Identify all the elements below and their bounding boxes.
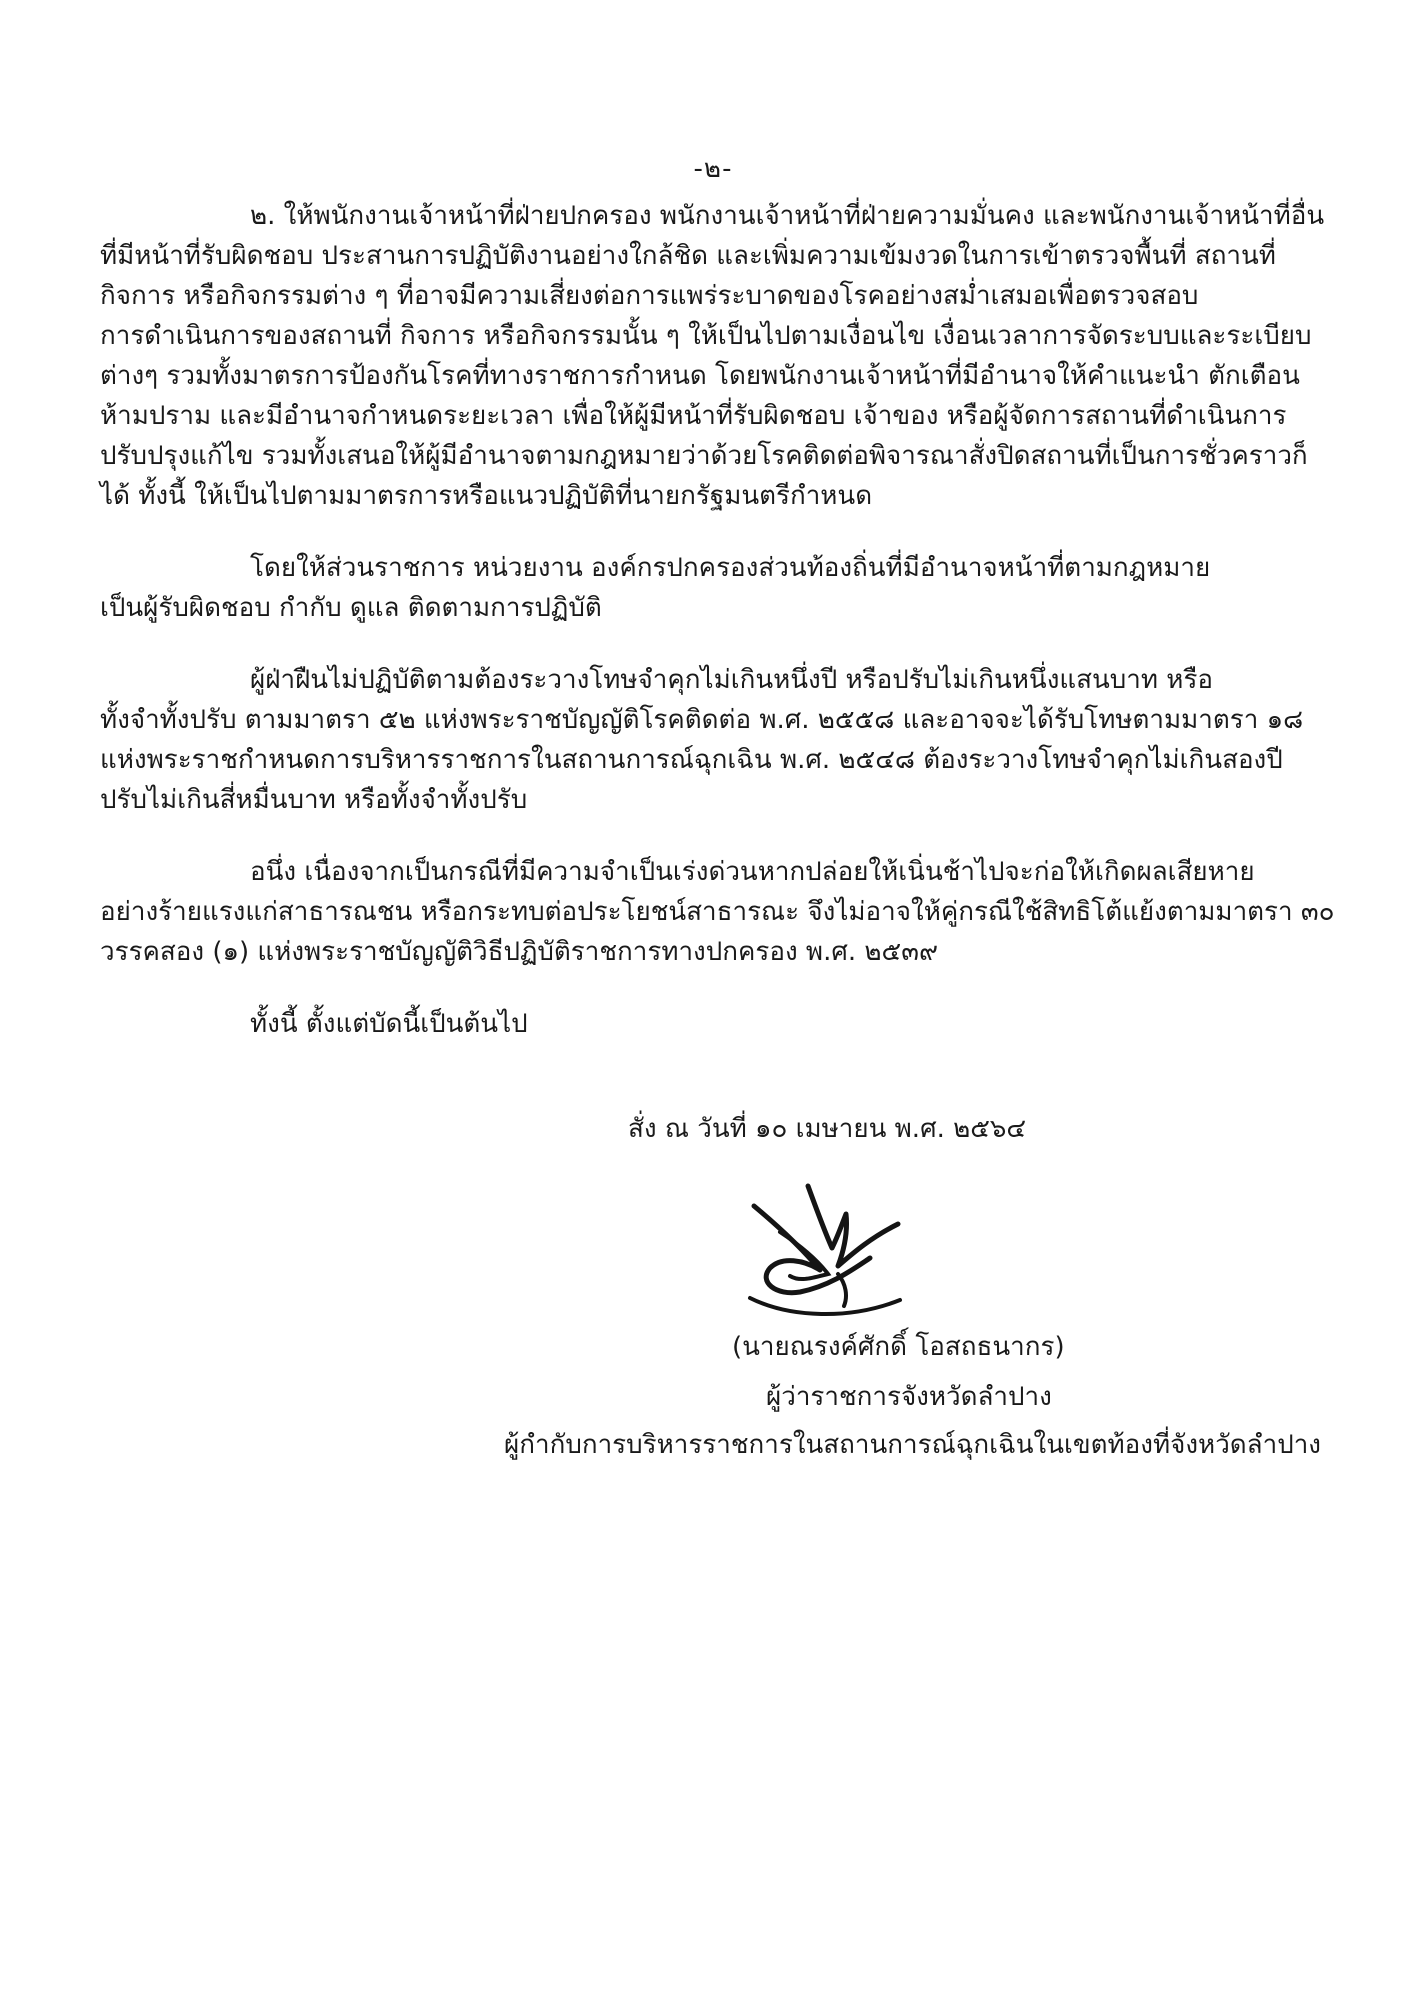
text-line: วรรคสอง (๑) แห่งพระราชบัญญัติวิธีปฏิบัติราชการทางปกครอง พ.ศ. ๒๕๓๙ [100, 937, 939, 967]
text-line: ต่างๆ รวมทั้งมาตรการป้องกันโรคที่ทางราชการกำหนด โดยพนักงานเจ้าหน้าที่มีอำนาจให้คำแนะนำ ตักเตือน [100, 361, 1300, 391]
page-number: -๒- [693, 154, 733, 184]
paragraph-effective [100, 1004, 1330, 1044]
paragraph-responsible-agencies [100, 548, 1330, 628]
text-line: ทั้งนี้ ตั้งแต่บัดนี้เป็นต้นไป [250, 1009, 528, 1039]
signer-title: ผู้ว่าราชการจังหวัดลำปาง [766, 1382, 1052, 1412]
text-line: ปรับไม่เกินสี่หมื่นบาท หรือทั้งจำทั้งปรับ [100, 785, 528, 815]
paragraph-penalties [100, 660, 1330, 820]
signer-name: (นายณรงค์ศักดิ์ โอสถธนากร) [732, 1332, 1065, 1362]
text-line: อย่างร้ายแรงแก่สาธารณชน หรือกระทบต่อประโยชน์สาธารณะ จึงไม่อาจให้คู่กรณีใช้สิทธิโต้แย้งตามมาตรา ๓๐ [100, 897, 1335, 927]
text-line: เป็นผู้รับผิดชอบ กำกับ ดูแล ติดตามการปฏิบัติ [100, 593, 602, 623]
text-line: แห่งพระราชกำหนดการบริหารราชการในสถานการณ์ฉุกเฉิน พ.ศ. ๒๕๔๘ ต้องระวางโทษจำคุกไม่เกินสองปี [100, 745, 1283, 775]
text-line: ทั้งจำทั้งปรับ ตามมาตรา ๕๒ แห่งพระราชบัญญัติโรคติดต่อ พ.ศ. ๒๕๕๘ และอาจจะได้รับโทษตามมาตรา ๑๘ [100, 705, 1304, 735]
text-line: ปรับปรุงแก้ไข รวมทั้งเสนอให้ผู้มีอำนาจตามกฎหมายว่าด้วยโรคติดต่อพิจารณาสั่งปิดสถานที่เป็นการชั่วคราวก็ [100, 441, 1308, 471]
signer-title-emergency: ผู้กำกับการบริหารราชการในสถานการณ์ฉุกเฉินในเขตท้องที่จังหวัดลำปาง [504, 1430, 1322, 1460]
text-line: ผู้ฝ่าฝืนไม่ปฏิบัติตามต้องระวางโทษจำคุกไม่เกินหนึ่งปี หรือปรับไม่เกินหนึ่งแสนบาท หรือ [250, 665, 1214, 695]
text-line: ได้ ทั้งนี้ ให้เป็นไปตามมาตรการหรือแนวปฏิบัติที่นายกรัฐมนตรีกำหนด [100, 481, 873, 511]
paragraph-officials-duties [100, 196, 1330, 516]
text-line: ๒. ให้พนักงานเจ้าหน้าที่ฝ่ายปกครอง พนักงานเจ้าหน้าที่ฝ่ายความมั่นคง และพนักงานเจ้าหน้าที่อื่น [250, 201, 1325, 231]
text-line: ที่มีหน้าที่รับผิดชอบ ประสานการปฏิบัติงานอย่างใกล้ชิด และเพิ่มความเข้มงวดในการเข้าตรวจพื้นที่ สถานที่ [100, 241, 1276, 271]
document-body [100, 196, 1335, 1044]
text-line: อนึ่ง เนื่องจากเป็นกรณีที่มีความจำเป็นเร่งด่วนหากปล่อยให้เนิ่นช้าไปจะก่อให้เกิดผลเสียหาย [250, 857, 1255, 887]
order-date: สั่ง ณ วันที่ ๑๐ เมษายน พ.ศ. ๒๕๖๔ [628, 1114, 1027, 1144]
text-line: การดำเนินการของสถานที่ กิจการ หรือกิจกรรมนั้น ๆ ให้เป็นไปตามเงื่อนไข เงื่อนเวลาการจัดระบบและระเบียบ [100, 321, 1312, 351]
text-line: โดยให้ส่วนราชการ หน่วยงาน องค์กรปกครองส่วนท้องถิ่นที่มีอำนาจหน้าที่ตามกฎหมาย [250, 553, 1211, 583]
text-line: กิจการ หรือกิจกรรมต่าง ๆ ที่อาจมีความเสี่ยงต่อการแพร่ระบาดของโรคอย่างสม่ำเสมอเพื่อตรวจสอบ [100, 281, 1199, 311]
paragraph-urgency [100, 852, 1335, 972]
handwritten-signature [720, 1178, 920, 1328]
text-line: ห้ามปราม และมีอำนาจกำหนดระยะเวลา เพื่อให้ผู้มีหน้าที่รับผิดชอบ เจ้าของ หรือผู้จัดการสถานที่ดำเนินการ [100, 401, 1287, 431]
